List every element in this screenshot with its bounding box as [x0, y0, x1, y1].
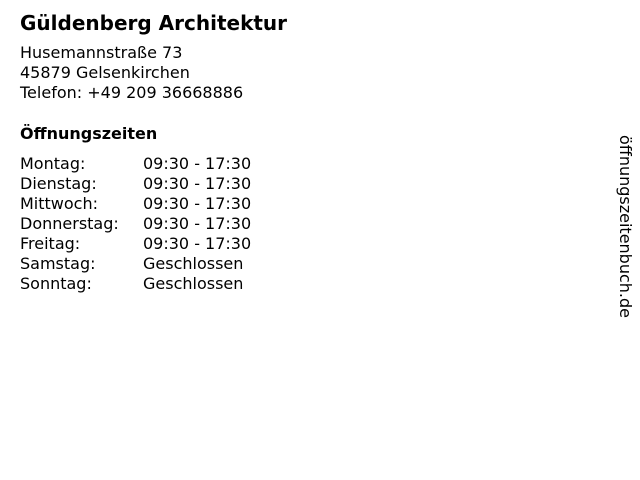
time-value: 09:30 - 17:30 — [143, 174, 252, 193]
hours-row-saturday — [20, 254, 251, 274]
street-address: Husemannstraße 73 — [20, 43, 183, 62]
time-value: Geschlossen — [143, 254, 244, 273]
time-value: 09:30 - 17:30 — [143, 214, 252, 233]
time-value: 09:30 - 17:30 — [143, 194, 252, 213]
time-value: 09:30 - 17:30 — [143, 154, 252, 173]
hours-row-tuesday — [20, 174, 251, 194]
hours-row-friday — [20, 234, 251, 254]
day-label: Freitag: — [20, 234, 81, 253]
day-label: Samstag: — [20, 254, 96, 273]
watermark-text: öffnungszeitenbuch.de — [616, 135, 635, 318]
hours-row-sunday — [20, 274, 251, 294]
day-label: Montag: — [20, 154, 86, 173]
day-label: Mittwoch: — [20, 194, 98, 213]
hours-row-monday — [20, 154, 251, 174]
day-label: Donnerstag: — [20, 214, 119, 233]
hours-row-wednesday — [20, 194, 251, 214]
business-name: Güldenberg Architektur — [20, 11, 288, 35]
day-label: Dienstag: — [20, 174, 97, 193]
postal-city: 45879 Gelsenkirchen — [20, 63, 190, 82]
hours-row-thursday — [20, 214, 251, 234]
time-value: Geschlossen — [143, 274, 244, 293]
phone-number: Telefon: +49 209 36668886 — [20, 83, 244, 102]
address-block — [20, 43, 243, 103]
opening-hours-title: Öffnungszeiten — [20, 124, 158, 143]
time-value: 09:30 - 17:30 — [143, 234, 252, 253]
opening-hours-table — [20, 154, 251, 294]
day-label: Sonntag: — [20, 274, 92, 293]
